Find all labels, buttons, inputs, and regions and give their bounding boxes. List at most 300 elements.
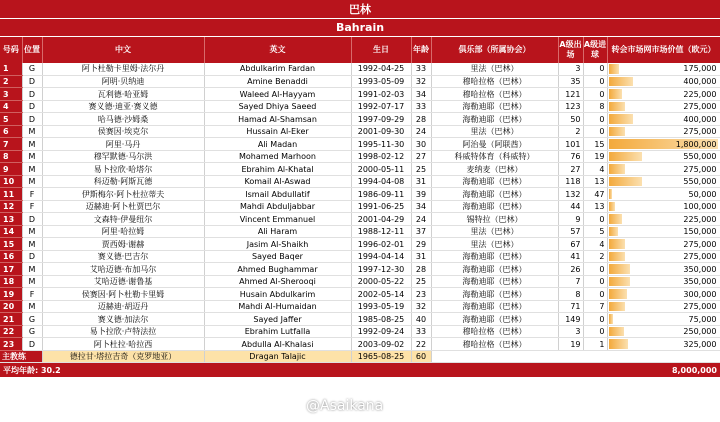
cell-en: Mohamed Marhoon — [204, 150, 351, 163]
cell-goals: 13 — [583, 200, 607, 213]
cell-goals: 0 — [583, 263, 607, 276]
cell-num: 1 — [0, 63, 22, 75]
table-row[interactable] — [0, 275, 720, 288]
cell-age: 23 — [411, 288, 431, 301]
cell-dob: 1994-04-14 — [351, 250, 411, 263]
cell-club: 海勒迪耶（巴林） — [431, 175, 558, 188]
table-row[interactable] — [0, 238, 720, 251]
cell-apps: 101 — [558, 138, 583, 151]
table-row[interactable] — [0, 100, 720, 113]
cell-pos: G — [22, 325, 42, 338]
coach-empty — [431, 350, 720, 363]
cell-value — [607, 125, 720, 138]
cell-club: 麦纳麦（巴林） — [431, 163, 558, 176]
cell-club: 海勒迪耶（巴林） — [431, 313, 558, 326]
cell-goals: 47 — [583, 188, 607, 201]
value-text: 75,000 — [688, 314, 717, 324]
table-row[interactable] — [0, 188, 720, 201]
value-text: 100,000 — [683, 202, 717, 212]
cell-cn: 易卜拉欣·卢特法拉 — [42, 325, 204, 338]
cell-goals: 0 — [583, 313, 607, 326]
table-row[interactable] — [0, 325, 720, 338]
cell-pos: D — [22, 88, 42, 101]
cell-pos: D — [22, 75, 42, 88]
cell-club: 穆哈拉格（巴林） — [431, 88, 558, 101]
cell-en: Hussain Al-Eker — [204, 125, 351, 138]
cell-dob: 1992-09-24 — [351, 325, 411, 338]
cell-en: Ahmed Bughammar — [204, 263, 351, 276]
cell-age: 27 — [411, 150, 431, 163]
cell-apps: 19 — [558, 338, 583, 351]
cell-cn: 伊斯梅尔·阿卜杜拉蒂夫 — [42, 188, 204, 201]
cell-club: 海勒迪耶（巴林） — [431, 100, 558, 113]
header-club[interactable]: 俱乐部（所属协会） — [431, 37, 558, 63]
cell-goals: 0 — [583, 125, 607, 138]
cell-cn: 文森特·伊曼纽尔 — [42, 213, 204, 226]
cell-num: 6 — [0, 125, 22, 138]
cell-apps: 57 — [558, 225, 583, 238]
cell-pos: M — [22, 125, 42, 138]
value-text: 275,000 — [683, 127, 717, 137]
header-value[interactable]: 转会市场网市场价值（欧元） — [607, 37, 720, 63]
cell-num: 7 — [0, 138, 22, 151]
value-text: 275,000 — [683, 252, 717, 262]
cell-num: 22 — [0, 325, 22, 338]
cell-value — [607, 300, 720, 313]
cell-club: 里法（巴林） — [431, 225, 558, 238]
page-subtitle: Bahrain — [0, 19, 720, 37]
cell-num: 14 — [0, 225, 22, 238]
cell-en: Hamad Al-Shamsan — [204, 113, 351, 126]
cell-age: 37 — [411, 225, 431, 238]
cell-dob: 2001-04-29 — [351, 213, 411, 226]
cell-club: 锡特拉（巴林） — [431, 213, 558, 226]
cell-goals: 4 — [583, 163, 607, 176]
cell-num: 8 — [0, 150, 22, 163]
cell-dob: 1993-05-09 — [351, 75, 411, 88]
cell-dob: 1992-07-17 — [351, 100, 411, 113]
cell-age: 39 — [411, 188, 431, 201]
cell-en: Abdulla Al-Khalasi — [204, 338, 351, 351]
cell-cn: 阿卜杜勒卡里姆·法尔丹 — [42, 63, 204, 75]
cell-num: 20 — [0, 300, 22, 313]
cell-club: 海勒迪耶（巴林） — [431, 188, 558, 201]
value-text: 225,000 — [683, 89, 717, 99]
cell-en: Mahdi Abduljabbar — [204, 200, 351, 213]
watermark: @Asaikana — [306, 398, 384, 414]
cell-value — [607, 113, 720, 126]
cell-num: 12 — [0, 200, 22, 213]
cell-age: 24 — [411, 213, 431, 226]
cell-en: Ali Haram — [204, 225, 351, 238]
cell-pos: M — [22, 138, 42, 151]
value-text: 275,000 — [683, 164, 717, 174]
cell-goals: 0 — [583, 88, 607, 101]
cell-apps: 76 — [558, 150, 583, 163]
cell-pos: M — [22, 150, 42, 163]
coach-en: Dragan Talajic — [204, 350, 351, 363]
table-row[interactable] — [0, 150, 720, 163]
cell-en: Ebrahim Al-Khatal — [204, 163, 351, 176]
cell-pos: M — [22, 238, 42, 251]
cell-value — [607, 338, 720, 351]
cell-dob: 1994-04-08 — [351, 175, 411, 188]
value-text: 50,000 — [688, 189, 717, 199]
cell-age: 28 — [411, 113, 431, 126]
cell-value — [607, 63, 720, 75]
table-row[interactable] — [0, 163, 720, 176]
cell-apps: 123 — [558, 100, 583, 113]
value-text: 350,000 — [683, 277, 717, 287]
cell-cn: 艾哈迈德·谢鲁基 — [42, 275, 204, 288]
cell-dob: 1998-02-12 — [351, 150, 411, 163]
cell-club: 海勒迪耶（巴林） — [431, 200, 558, 213]
cell-age: 31 — [411, 250, 431, 263]
coach-cn: 德拉甘·塔拉吉奇（克罗地亚） — [42, 350, 204, 363]
coach-row — [0, 350, 720, 363]
cell-goals: 5 — [583, 225, 607, 238]
cell-value — [607, 200, 720, 213]
cell-club: 穆哈拉格（巴林） — [431, 338, 558, 351]
cell-en: Waleed Al-Hayyam — [204, 88, 351, 101]
cell-cn: 迈赫迪·胡迈丹 — [42, 300, 204, 313]
cell-value — [607, 263, 720, 276]
cell-num: 21 — [0, 313, 22, 326]
value-text: 300,000 — [683, 289, 717, 299]
cell-apps: 149 — [558, 313, 583, 326]
table-row[interactable] — [0, 313, 720, 326]
cell-apps: 71 — [558, 300, 583, 313]
cell-cn: 侯赛因·阿卜杜勒卡里姆 — [42, 288, 204, 301]
cell-age: 29 — [411, 238, 431, 251]
table-row[interactable] — [0, 125, 720, 138]
cell-apps: 26 — [558, 263, 583, 276]
cell-apps: 44 — [558, 200, 583, 213]
value-text: 150,000 — [683, 227, 717, 237]
cell-dob: 1995-11-30 — [351, 138, 411, 151]
cell-en: Amine Benaddi — [204, 75, 351, 88]
cell-age: 40 — [411, 313, 431, 326]
header-pos[interactable]: 位置 — [22, 37, 42, 63]
cell-club: 里法（巴林） — [431, 63, 558, 75]
cell-num: 17 — [0, 263, 22, 276]
cell-pos: M — [22, 175, 42, 188]
cell-goals: 0 — [583, 275, 607, 288]
cell-cn: 阿里·马丹 — [42, 138, 204, 151]
cell-club: 海勒迪耶（巴林） — [431, 300, 558, 313]
cell-cn: 赛义德·巴吉尔 — [42, 250, 204, 263]
cell-club: 海勒迪耶（巴林） — [431, 250, 558, 263]
cell-num: 15 — [0, 238, 22, 251]
header-dob[interactable]: 生日 — [351, 37, 411, 63]
cell-value — [607, 175, 720, 188]
cell-cn: 阿里·哈拉姆 — [42, 225, 204, 238]
value-text: 250,000 — [683, 327, 717, 337]
cell-value — [607, 275, 720, 288]
header-row — [0, 37, 720, 63]
cell-pos: M — [22, 263, 42, 276]
table-row[interactable] — [0, 200, 720, 213]
cell-age: 31 — [411, 175, 431, 188]
cell-pos: M — [22, 163, 42, 176]
cell-goals: 13 — [583, 175, 607, 188]
cell-en: Ebrahim Lutfalla — [204, 325, 351, 338]
cell-apps: 7 — [558, 275, 583, 288]
cell-value — [607, 238, 720, 251]
cell-age: 32 — [411, 75, 431, 88]
cell-cn: 阿明·贝纳迪 — [42, 75, 204, 88]
cell-value — [607, 225, 720, 238]
cell-num: 11 — [0, 188, 22, 201]
cell-pos: F — [22, 288, 42, 301]
cell-pos: D — [22, 100, 42, 113]
header-cn[interactable]: 中文 — [42, 37, 204, 63]
cell-dob: 1988-12-11 — [351, 225, 411, 238]
cell-age: 34 — [411, 200, 431, 213]
coach-age: 60 — [411, 350, 431, 363]
cell-goals: 7 — [583, 300, 607, 313]
table-row[interactable] — [0, 338, 720, 351]
cell-apps: 132 — [558, 188, 583, 201]
cell-apps: 41 — [558, 250, 583, 263]
cell-goals: 0 — [583, 113, 607, 126]
header-num[interactable]: 号码 — [0, 37, 22, 63]
cell-num: 9 — [0, 163, 22, 176]
cell-num: 4 — [0, 100, 22, 113]
cell-club: 科威特体育（科威特） — [431, 150, 558, 163]
cell-dob: 2001-09-30 — [351, 125, 411, 138]
cell-value — [607, 250, 720, 263]
cell-num: 19 — [0, 288, 22, 301]
value-text: 400,000 — [683, 77, 717, 87]
cell-dob: 1985-08-25 — [351, 313, 411, 326]
cell-cn: 贾西姆·谢赫 — [42, 238, 204, 251]
value-text: 225,000 — [683, 214, 717, 224]
cell-value — [607, 75, 720, 88]
cell-cn: 穆罕默德·马尔洪 — [42, 150, 204, 163]
cell-goals: 0 — [583, 288, 607, 301]
cell-dob: 1991-06-25 — [351, 200, 411, 213]
header-apps[interactable]: A级出场 — [558, 37, 583, 63]
cell-pos: M — [22, 225, 42, 238]
value-text: 1,800,000 — [675, 139, 717, 149]
cell-age: 25 — [411, 163, 431, 176]
cell-apps: 3 — [558, 325, 583, 338]
cell-num: 23 — [0, 338, 22, 351]
cell-value — [607, 138, 720, 151]
player-list — [0, 63, 720, 350]
cell-pos: M — [22, 275, 42, 288]
value-text: 550,000 — [683, 177, 717, 187]
cell-value — [607, 313, 720, 326]
cell-dob: 2000-05-11 — [351, 163, 411, 176]
value-text: 350,000 — [683, 264, 717, 274]
cell-en: Ali Madan — [204, 138, 351, 151]
cell-pos: F — [22, 188, 42, 201]
cell-en: Sayed Dhiya Saeed — [204, 100, 351, 113]
value-text: 275,000 — [683, 239, 717, 249]
cell-goals: 8 — [583, 100, 607, 113]
cell-pos: F — [22, 200, 42, 213]
cell-en: Komail Al-Aswad — [204, 175, 351, 188]
cell-value — [607, 100, 720, 113]
cell-dob: 1991-02-03 — [351, 88, 411, 101]
cell-value — [607, 163, 720, 176]
cell-apps: 121 — [558, 88, 583, 101]
table-row[interactable] — [0, 63, 720, 75]
footer-bar — [0, 363, 720, 377]
cell-goals: 4 — [583, 238, 607, 251]
cell-dob: 1996-02-01 — [351, 238, 411, 251]
cell-value — [607, 88, 720, 101]
cell-age: 22 — [411, 338, 431, 351]
table-row[interactable] — [0, 250, 720, 263]
cell-num: 18 — [0, 275, 22, 288]
cell-goals: 0 — [583, 75, 607, 88]
cell-club: 海勒迪耶（巴林） — [431, 275, 558, 288]
cell-cn: 赛义德·加法尔 — [42, 313, 204, 326]
cell-cn: 侯赛因·埃克尔 — [42, 125, 204, 138]
table-row[interactable] — [0, 175, 720, 188]
cell-num: 10 — [0, 175, 22, 188]
cell-en: Ismail Abdullatif — [204, 188, 351, 201]
table-row[interactable] — [0, 288, 720, 301]
cell-pos: G — [22, 313, 42, 326]
cell-age: 28 — [411, 263, 431, 276]
value-text: 550,000 — [683, 152, 717, 162]
cell-cn: 易卜拉欣·哈塔尔 — [42, 163, 204, 176]
table-row[interactable] — [0, 300, 720, 313]
squad-table — [0, 37, 720, 363]
cell-apps: 67 — [558, 238, 583, 251]
cell-age: 34 — [411, 88, 431, 101]
cell-apps: 50 — [558, 113, 583, 126]
cell-en: Ahmed Al-Sherooqi — [204, 275, 351, 288]
table-row[interactable] — [0, 88, 720, 101]
cell-en: Jasim Al-Shaikh — [204, 238, 351, 251]
cell-club: 海勒迪耶（巴林） — [431, 288, 558, 301]
cell-club: 穆哈拉格（巴林） — [431, 75, 558, 88]
cell-dob: 2002-05-14 — [351, 288, 411, 301]
cell-dob: 1993-05-19 — [351, 300, 411, 313]
table-row[interactable] — [0, 75, 720, 88]
cell-num: 3 — [0, 88, 22, 101]
value-text: 175,000 — [683, 64, 717, 74]
cell-num: 5 — [0, 113, 22, 126]
cell-pos: D — [22, 338, 42, 351]
cell-age: 30 — [411, 138, 431, 151]
cell-goals: 2 — [583, 250, 607, 263]
cell-club: 穆哈拉格（巴林） — [431, 325, 558, 338]
value-text: 275,000 — [683, 102, 717, 112]
table-row[interactable] — [0, 225, 720, 238]
cell-dob: 1997-12-30 — [351, 263, 411, 276]
cell-apps: 9 — [558, 213, 583, 226]
coach-label: 主教练 — [0, 350, 42, 363]
cell-goals: 0 — [583, 213, 607, 226]
cell-dob: 1986-09-11 — [351, 188, 411, 201]
cell-club: 海勒迪耶（巴林） — [431, 113, 558, 126]
cell-num: 13 — [0, 213, 22, 226]
average-age: 平均年龄: 30.2 — [3, 365, 61, 375]
cell-value — [607, 325, 720, 338]
cell-pos: D — [22, 113, 42, 126]
cell-cn: 瓦利德·哈亚姆 — [42, 88, 204, 101]
table-row[interactable] — [0, 113, 720, 126]
cell-dob: 1997-09-29 — [351, 113, 411, 126]
cell-cn: 艾哈迈德·布加马尔 — [42, 263, 204, 276]
cell-goals: 0 — [583, 63, 607, 75]
cell-club: 里法（巴林） — [431, 125, 558, 138]
value-text: 275,000 — [683, 302, 717, 312]
cell-en: Husain Abdulkarim — [204, 288, 351, 301]
cell-age: 33 — [411, 325, 431, 338]
cell-en: Mahdi Al-Humaidan — [204, 300, 351, 313]
cell-en: Sayed Baqer — [204, 250, 351, 263]
cell-age: 25 — [411, 275, 431, 288]
header-en[interactable]: 英文 — [204, 37, 351, 63]
cell-apps: 2 — [558, 125, 583, 138]
value-text: 325,000 — [683, 339, 717, 349]
cell-club: 阿治曼（阿联酋） — [431, 138, 558, 151]
cell-num: 2 — [0, 75, 22, 88]
cell-goals: 1 — [583, 338, 607, 351]
cell-value — [607, 188, 720, 201]
cell-goals: 19 — [583, 150, 607, 163]
cell-cn: 阿卜杜拉·哈拉西 — [42, 338, 204, 351]
header-goals[interactable]: A级进球 — [583, 37, 607, 63]
cell-value — [607, 213, 720, 226]
cell-en: Vincent Emmanuel — [204, 213, 351, 226]
cell-age: 32 — [411, 300, 431, 313]
cell-cn: 科迈勒·阿斯瓦德 — [42, 175, 204, 188]
cell-club: 海勒迪耶（巴林） — [431, 263, 558, 276]
cell-age: 33 — [411, 63, 431, 75]
cell-cn: 赛义德·迪亚·赛义德 — [42, 100, 204, 113]
cell-apps: 35 — [558, 75, 583, 88]
cell-age: 24 — [411, 125, 431, 138]
cell-club: 里法（巴林） — [431, 238, 558, 251]
table-row[interactable] — [0, 213, 720, 226]
cell-value — [607, 150, 720, 163]
cell-num: 16 — [0, 250, 22, 263]
cell-value — [607, 288, 720, 301]
cell-dob: 1992-04-25 — [351, 63, 411, 75]
cell-en: Abdulkarim Fardan — [204, 63, 351, 75]
cell-apps: 8 — [558, 288, 583, 301]
cell-dob: 2003-09-02 — [351, 338, 411, 351]
cell-cn: 迈赫迪·阿卜杜贾巴尔 — [42, 200, 204, 213]
cell-en: Sayed Jaffer — [204, 313, 351, 326]
coach-dob: 1965-08-25 — [351, 350, 411, 363]
table-row[interactable] — [0, 263, 720, 276]
table-row[interactable] — [0, 138, 720, 151]
header-age[interactable]: 年龄 — [411, 37, 431, 63]
value-text: 400,000 — [683, 114, 717, 124]
page-title: 巴林 — [0, 0, 720, 19]
total-value: 8,000,000 — [671, 365, 717, 375]
cell-pos: M — [22, 300, 42, 313]
cell-apps: 27 — [558, 163, 583, 176]
cell-age: 33 — [411, 100, 431, 113]
cell-pos: D — [22, 250, 42, 263]
cell-pos: D — [22, 213, 42, 226]
cell-goals: 15 — [583, 138, 607, 151]
cell-dob: 2000-05-22 — [351, 275, 411, 288]
cell-apps: 118 — [558, 175, 583, 188]
cell-apps: 3 — [558, 63, 583, 75]
cell-pos: G — [22, 63, 42, 75]
